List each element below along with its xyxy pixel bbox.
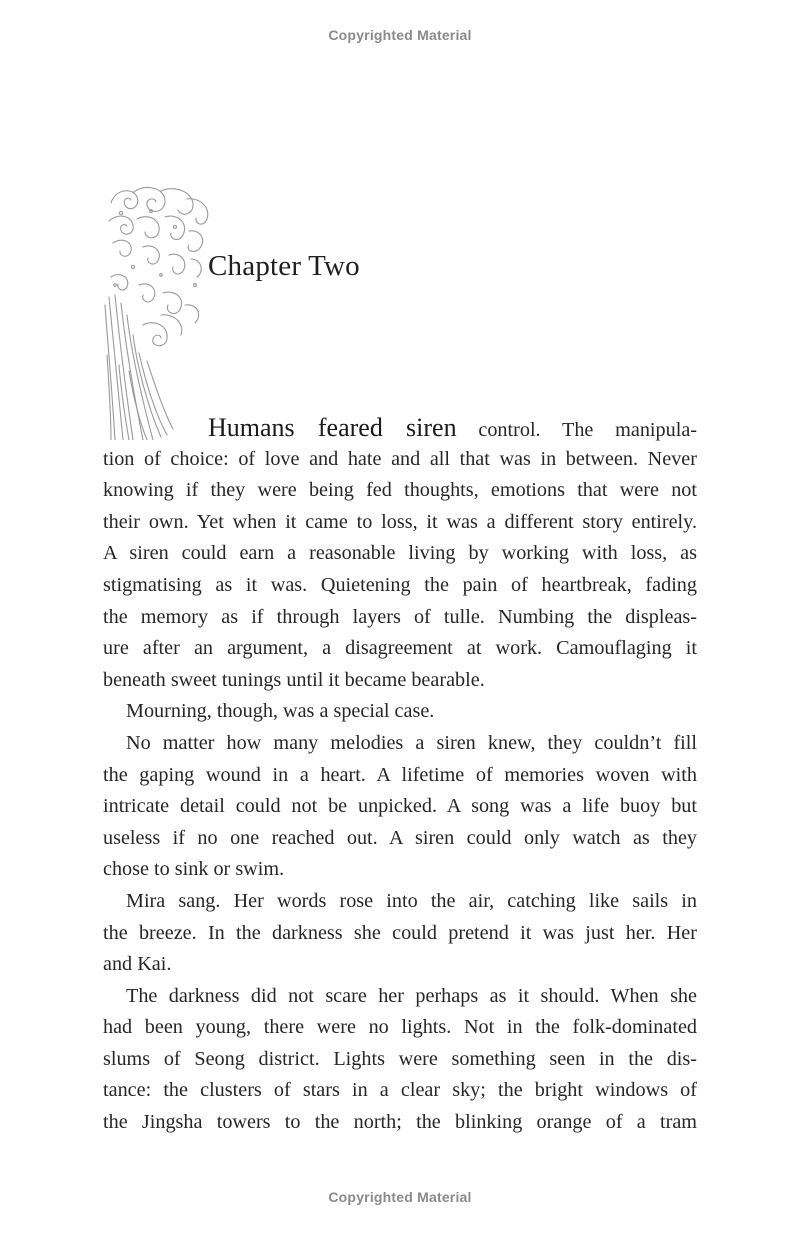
text-line: Mira sang. Her words rose into the air, catching like sails in — [126, 889, 697, 912]
text-line: Mourning, though, was a special case. — [126, 700, 435, 723]
text-line: and Kai. — [103, 953, 172, 976]
text-line: the gaping wound in a heart. A lifetime of memories woven with — [103, 763, 697, 786]
text-line: the memory as if through layers of tulle. Numbing the displeas- — [103, 605, 697, 628]
copyright-watermark-bottom: Copyrighted Material — [328, 1189, 472, 1205]
text-line: chose to sink or swim. — [103, 858, 285, 881]
text-line: knowing if they were being fed thoughts, emotions that were not — [103, 479, 697, 502]
text-line: beneath sweet tunings until it became bearable. — [103, 668, 485, 691]
opening-words: Humans feared siren — [208, 413, 457, 442]
text-line: tion of choice: of love and hate and all that was in between. Never — [103, 447, 697, 470]
text-line: useless if no one reached out. A siren could only watch as they — [103, 826, 697, 849]
text-line: slums of Seong district. Lights were something seen in the dis- — [103, 1047, 697, 1070]
text-line: A siren could earn a reasonable living by working with loss, as — [103, 542, 697, 565]
text-line: the breeze. In the darkness she could pretend it was just her. Her — [103, 921, 697, 944]
chapter-body-text — [103, 412, 697, 1139]
copyright-watermark-top: Copyrighted Material — [328, 27, 472, 43]
text-line: ure after an argument, a disagreement at work. Camouflaging it — [103, 637, 697, 660]
text-line: the Jingsha towers to the north; the blinking orange of a tram — [103, 1111, 697, 1134]
text-line: had been young, there were no lights. Not in the folk-dominated — [103, 1016, 697, 1039]
wave-ornament-icon — [103, 185, 218, 440]
text-line: The darkness did not scare her perhaps as it should. When she — [126, 984, 697, 1007]
text-line: intricate detail could not be unpicked. A song was a life buoy but — [103, 795, 697, 818]
text-line: stigmatising as it was. Quietening the pain of heartbreak, fading — [103, 573, 697, 596]
text-line: tance: the clusters of stars in a clear sky; the bright windows of — [103, 1079, 697, 1102]
text-line: Humans feared siren control. The manipula- — [208, 413, 698, 442]
text-line: No matter how many melodies a siren knew, they couldn’t fill — [126, 731, 697, 754]
chapter-title: Chapter Two — [208, 250, 360, 282]
text-line: their own. Yet when it came to loss, it was a different story entirely. — [103, 510, 697, 533]
